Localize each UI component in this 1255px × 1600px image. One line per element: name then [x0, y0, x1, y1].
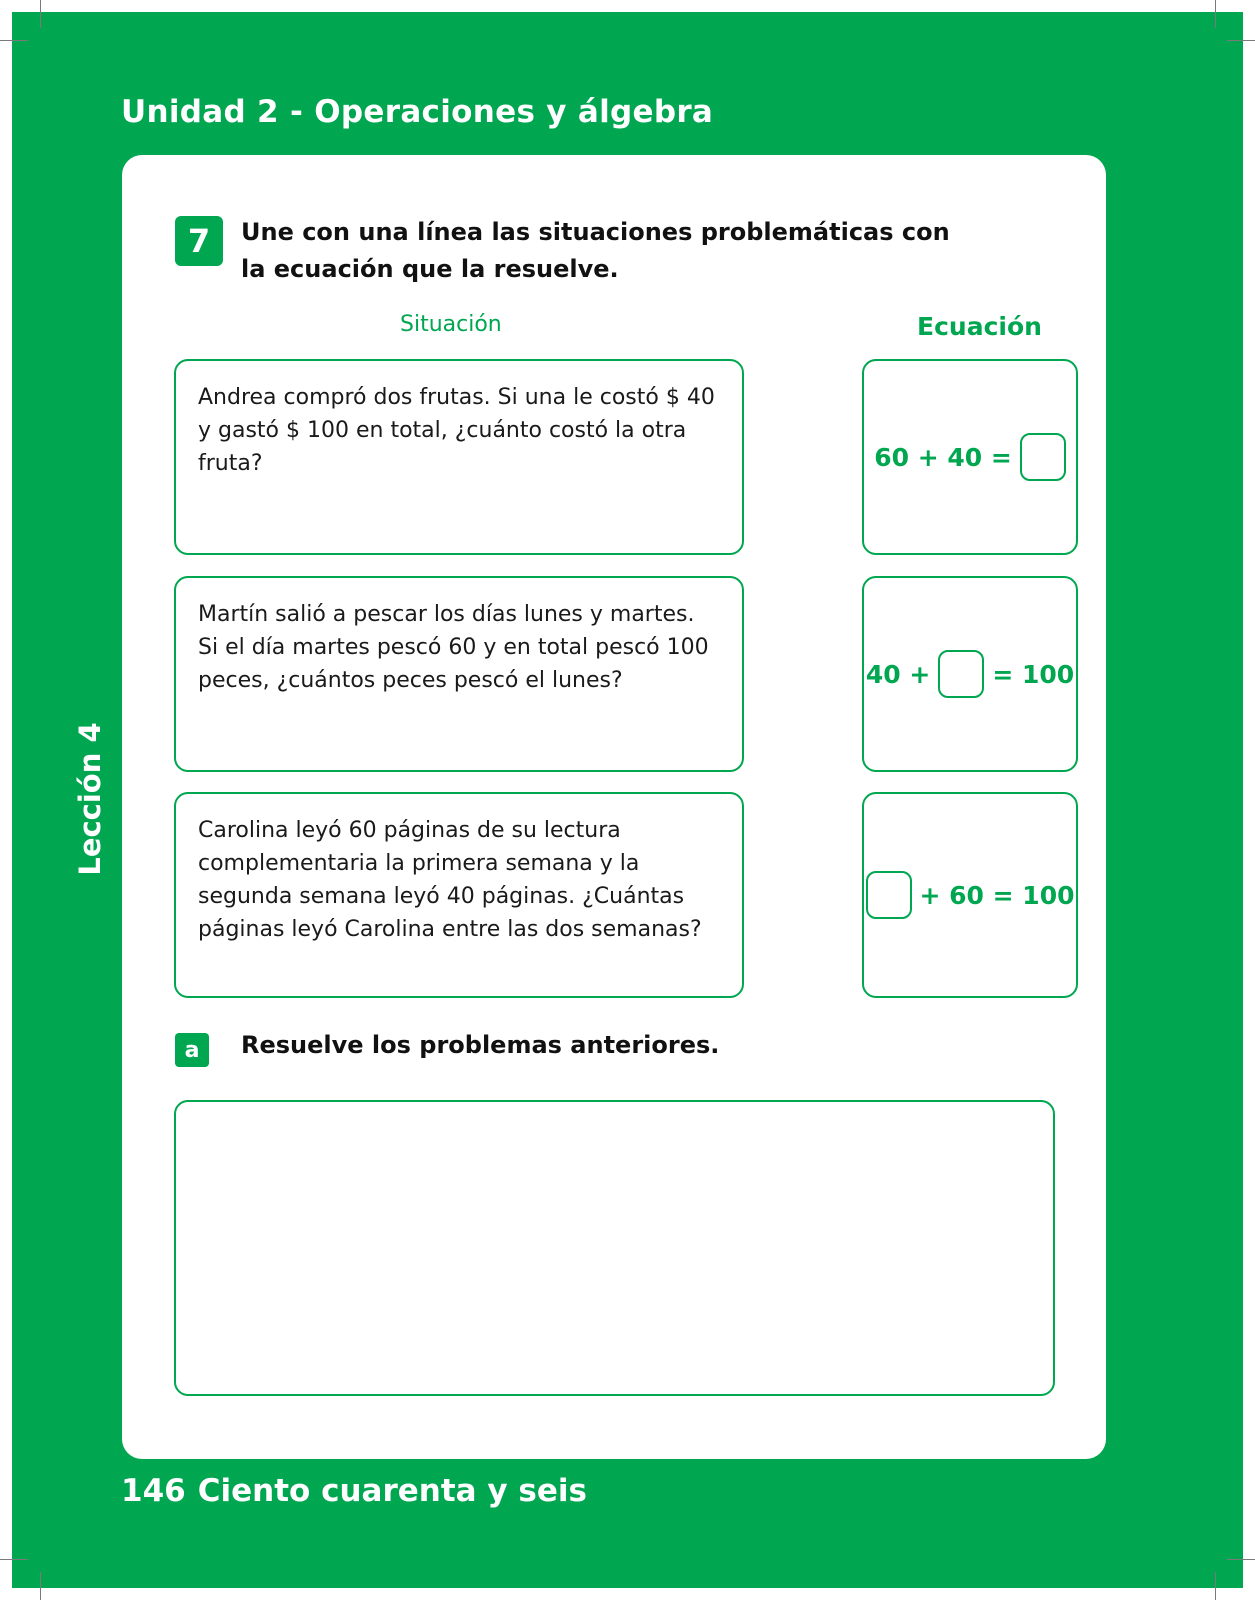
answer-blank[interactable] [866, 871, 912, 919]
page-number-words: Ciento cuarenta y seis [197, 1473, 587, 1509]
equation-left: 60 + 40 = [874, 442, 1012, 472]
situation-text: Carolina leyó 60 páginas de su lectura complementaria la primera semana y la segunda semana leyó 40 páginas. ¿Cuántas páginas leyó Carolina entre las dos semanas? [198, 818, 702, 942]
activity-number-badge: 7 [175, 216, 223, 266]
equation-right: = 100 [992, 659, 1075, 689]
sub-item-instruction: Resuelve los problemas anteriores. [241, 1031, 720, 1059]
crop-mark [40, 1572, 41, 1600]
equation-box-1[interactable] [862, 359, 1078, 555]
situation-box-3[interactable] [174, 792, 744, 998]
equation-right: + 60 = 100 [919, 880, 1075, 910]
situation-box-2[interactable] [174, 576, 744, 772]
page-footer [121, 1473, 587, 1509]
equation-box-3[interactable] [862, 792, 1078, 998]
crop-mark [40, 0, 41, 28]
situation-text: Andrea compró dos frutas. Si una le costó $ 40 y gastó $ 100 en total, ¿cuánto costó la otra fruta? [198, 385, 715, 476]
equation [870, 433, 1070, 481]
equation-left: 40 + [865, 659, 931, 689]
equation-box-2[interactable] [862, 576, 1078, 772]
answer-blank[interactable] [938, 650, 984, 698]
equation-column-header: Ecuación [917, 312, 1042, 341]
crop-mark [1227, 40, 1255, 41]
page-number: 146 [121, 1473, 186, 1509]
situation-column-header: Situación [400, 312, 502, 337]
sub-item-badge: a [175, 1033, 209, 1067]
answer-area[interactable] [174, 1100, 1055, 1396]
answer-blank[interactable] [1020, 433, 1066, 481]
equation [862, 650, 1078, 698]
situation-box-1[interactable] [174, 359, 744, 555]
situation-text: Martín salió a pescar los días lunes y martes. Si el día martes pescó 60 y en total pescó 100 peces, ¿cuántos peces pescó el lunes? [198, 602, 709, 693]
crop-mark [1215, 0, 1216, 28]
equation [862, 871, 1079, 919]
crop-mark [0, 1559, 28, 1560]
activity-instruction: Une con una línea las situaciones problemáticas con la ecuación que la resuelve. [241, 218, 950, 283]
crop-mark [1215, 1572, 1216, 1600]
crop-mark [1227, 1559, 1255, 1560]
unit-title: Unidad 2 - Operaciones y álgebra [121, 94, 714, 130]
lesson-label: Lección 4 [73, 722, 107, 876]
crop-mark [0, 40, 28, 41]
